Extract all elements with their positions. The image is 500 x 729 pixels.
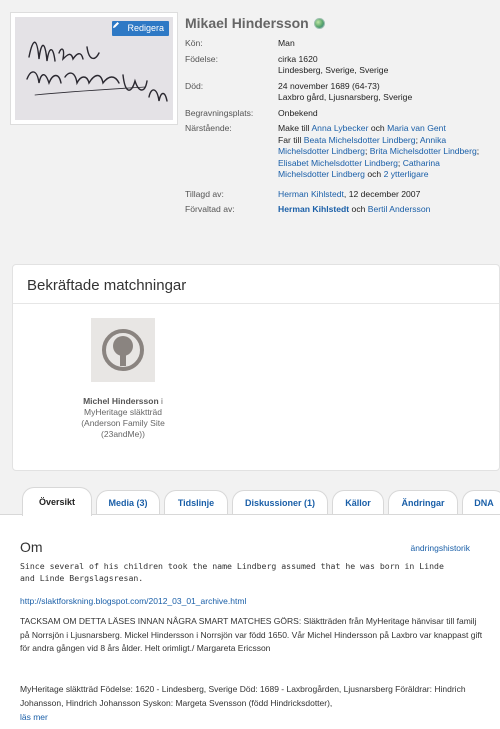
relatives-row xyxy=(185,123,490,181)
profile-photo[interactable] xyxy=(10,12,178,125)
children-line xyxy=(278,135,490,181)
match-text xyxy=(67,396,179,440)
spouse-link-1[interactable]: Anna Lybecker xyxy=(311,123,369,133)
profile-name: Mikael Hindersson xyxy=(185,15,309,31)
birth-row xyxy=(185,54,490,77)
tab-bar xyxy=(0,487,500,515)
spouse-prefix: Make till xyxy=(278,123,312,133)
child-link-4[interactable]: Elisabet Michelsdotter Lindberg xyxy=(278,157,398,168)
match-site: (Anderson Family Site xyxy=(81,418,165,428)
blog-url-link[interactable]: http://slaktforskning.blogspot.com/2012_03_01_archive.html xyxy=(20,596,247,606)
death-place: Laxbro gård, Ljusnarsberg, Sverige xyxy=(278,92,413,102)
spouse-link-2[interactable]: Maria van Gent xyxy=(387,123,446,133)
pencil-icon xyxy=(116,24,124,32)
change-history-link[interactable]: ändringshistorik xyxy=(410,543,470,553)
myheritage-logo-icon xyxy=(91,318,155,382)
burial-row xyxy=(185,108,490,120)
tab-sources[interactable]: Källor xyxy=(332,490,384,515)
added-row xyxy=(185,189,490,201)
more-relatives-link[interactable]: 2 ytterligare xyxy=(383,169,429,179)
match-suffix: i xyxy=(158,396,163,406)
added-value xyxy=(278,189,490,201)
birth-place: Lindesberg, Sverige, Sverige xyxy=(278,65,389,75)
signature-image xyxy=(15,17,173,120)
about-mono-text: Since several of his children took the name Lindberg assumed that he was born in Linde and Linde Bergslagsresan. xyxy=(20,561,444,583)
tab-discussions[interactable]: Diskussioner (1) xyxy=(232,490,328,515)
child-link-3[interactable]: Brita Michelsdotter Lindberg xyxy=(369,146,477,156)
profile-name-row xyxy=(185,15,325,31)
online-status-icon xyxy=(314,18,325,29)
confirmed-matches-panel xyxy=(12,264,500,471)
child-link-2[interactable]: Annika Michelsdotter Lindberg xyxy=(278,134,447,156)
about-paragraph-1: TACKSAM OM DETTA LÄSES INNAN NÅGRA SMART MATCHES GÖRS: Släktträden från MyHeritage hänvisar till familj på Norrsjön i Ljusnarsberg. Mickel Hindersson i Norrsjön var född 1650. Vår Michel Hindersson på Laxbro var knappast gift för andra gången vid 8 års ålder. Helt orimligt./ Margareta Ericsson xyxy=(20,616,483,653)
tab-dna[interactable]: DNA xyxy=(462,490,500,515)
added-date: , 12 december 2007 xyxy=(343,188,421,199)
match-site-sub: (23andMe)) xyxy=(101,429,145,439)
managed-row xyxy=(185,204,490,216)
matches-title: Bekräftade matchningar xyxy=(27,277,187,294)
edit-button[interactable] xyxy=(112,21,169,36)
separator: ; xyxy=(415,134,420,145)
children-prefix: Far till xyxy=(278,134,304,145)
and-text: och xyxy=(364,169,384,179)
separator: ; xyxy=(476,146,480,156)
match-source: MyHeritage släktträd xyxy=(84,407,162,417)
spouses-line xyxy=(278,123,490,135)
separator: ; xyxy=(397,157,403,168)
match-card[interactable] xyxy=(67,318,179,440)
relatives-label: Närstående: xyxy=(185,123,232,133)
manager-link-1[interactable]: Herman Kihlstedt xyxy=(278,204,350,214)
child-link-1[interactable]: Beata Michelsdotter Lindberg xyxy=(303,134,416,145)
tab-overview[interactable]: Översikt xyxy=(22,487,92,516)
death-date: 24 november 1689 (64-73) xyxy=(278,80,380,91)
and-text: och xyxy=(368,123,388,133)
about-paragraph-2: MyHeritage släktträd Födelse: 1620 - Lindesberg, Sverige Död: 1689 - Laxbrogården, Ljusnarsberg Föräldrar: Hindrich Johansson, Hindrich Johansson Syskon: Margeta Svensson (född Hindricksdotter), xyxy=(20,684,466,708)
manager-link-2[interactable]: Bertil Andersson xyxy=(367,204,431,214)
tab-changes[interactable]: Ändringar xyxy=(388,490,458,515)
profile-info xyxy=(185,38,490,216)
managed-value xyxy=(278,204,490,216)
burial-label: Begravningsplats: xyxy=(185,107,254,118)
death-value xyxy=(278,81,490,104)
edit-label: Redigera xyxy=(127,23,164,33)
overview-content xyxy=(0,514,500,729)
managed-label: Förvaltad av: xyxy=(185,204,235,214)
relatives-value xyxy=(278,123,490,181)
burial-value: Onbekend xyxy=(278,107,318,118)
separator: ; xyxy=(364,146,370,156)
gender-label: Kön: xyxy=(185,38,203,48)
added-label: Tillagd av: xyxy=(185,188,224,199)
birth-value xyxy=(278,54,490,77)
tab-timeline[interactable]: Tidslinje xyxy=(164,490,228,515)
gender-value: Man xyxy=(278,38,295,48)
child-link-5[interactable]: Catharina Michelsdotter Lindberg xyxy=(278,157,440,179)
birth-label: Födelse: xyxy=(185,53,218,64)
read-more-link[interactable]: läs mer xyxy=(20,712,48,722)
death-row xyxy=(185,81,490,104)
match-name: Michel Hindersson xyxy=(83,396,159,406)
added-by-link[interactable]: Herman Kihlstedt xyxy=(278,188,344,199)
gender-row xyxy=(185,38,490,50)
death-label: Död: xyxy=(185,80,204,91)
and-text: och xyxy=(349,204,368,214)
divider xyxy=(13,303,499,304)
birth-date: cirka 1620 xyxy=(278,53,318,64)
tab-media[interactable]: Media (3) xyxy=(96,490,160,515)
about-title: Om xyxy=(20,539,43,555)
